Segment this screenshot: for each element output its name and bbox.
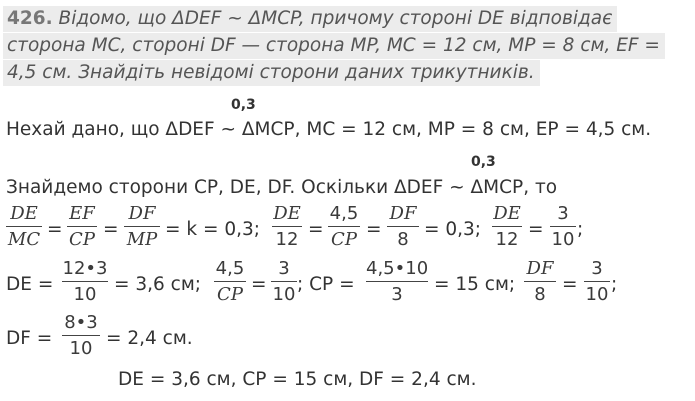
equals-sign: =	[562, 274, 578, 295]
fraction-45-cp-b: 4,5 CP	[215, 258, 245, 306]
result-text: = 3,6 см;	[114, 274, 202, 295]
fraction-8x3-10: 8•3 10	[62, 313, 100, 359]
task-line-1	[3, 6, 617, 32]
fraction-ef-cp: EF CP	[67, 204, 97, 250]
equals-sign: =	[47, 219, 63, 240]
fraction-df-8: DF 8	[387, 204, 419, 250]
fraction-12x3-10: 12•3 10	[62, 258, 108, 306]
find-line: Знайдемо сторони CP, DE, DF. Оскільки ΔDEF ~ ΔMCP, то	[6, 177, 558, 198]
score-mark-1: 0,3	[231, 97, 256, 113]
fraction-3-10-c: 3 10	[585, 258, 609, 306]
fraction-df-mp: DF MP	[124, 204, 160, 250]
equals-sign: =	[308, 219, 324, 240]
result-text: = 2,4 см.	[106, 328, 193, 349]
fraction-de-12: DE 12	[273, 203, 301, 251]
fraction-de-12-b: DE 12	[493, 203, 521, 251]
fraction-3-10-b: 3 10	[272, 258, 296, 306]
semicolon: ;	[611, 274, 618, 295]
task-number: 426.	[7, 8, 53, 29]
answer-line: DE = 3,6 см, CP = 15 см, DF = 2,4 см.	[118, 369, 477, 390]
fraction-df-8-b: DF 8	[524, 259, 556, 305]
result-text: = 15 см;	[434, 274, 516, 295]
de-equals: DE =	[6, 274, 54, 295]
fraction-de-mc: DE MC	[7, 203, 41, 251]
equals-sign: =	[366, 219, 382, 240]
df-equals: DF =	[6, 328, 53, 349]
coefficient-text: = k = 0,3;	[165, 219, 261, 240]
semicolon: ;	[577, 219, 584, 240]
task-line-3: 4,5 см. Знайдіть невідомі сторони даних трикутників.	[3, 60, 540, 86]
cp-equals: ; CP =	[297, 274, 355, 295]
fraction-45-cp: 4,5 CP	[329, 203, 359, 251]
given-line: Нехай дано, що ΔDEF ~ ΔMCP, MC = 12 см, MP = 8 см, EP = 4,5 см.	[6, 119, 652, 140]
fraction-3-10: 3 10	[551, 203, 575, 251]
task-text-1: Відомо, що ΔDEF ~ ΔMCP, причому стороні DE відповідає	[58, 8, 613, 29]
task-line-2: сторона MC, стороні DF — сторона MP, MC = 12 см, MP = 8 см, EF =	[3, 33, 665, 59]
equals-sign: =	[251, 274, 267, 295]
result-text: = 0,3;	[424, 219, 482, 240]
equals-sign: =	[103, 219, 119, 240]
score-mark-2: 0,3	[471, 154, 496, 170]
fraction-45x10-3: 4,5•10 3	[366, 258, 429, 306]
equals-sign: =	[528, 219, 544, 240]
